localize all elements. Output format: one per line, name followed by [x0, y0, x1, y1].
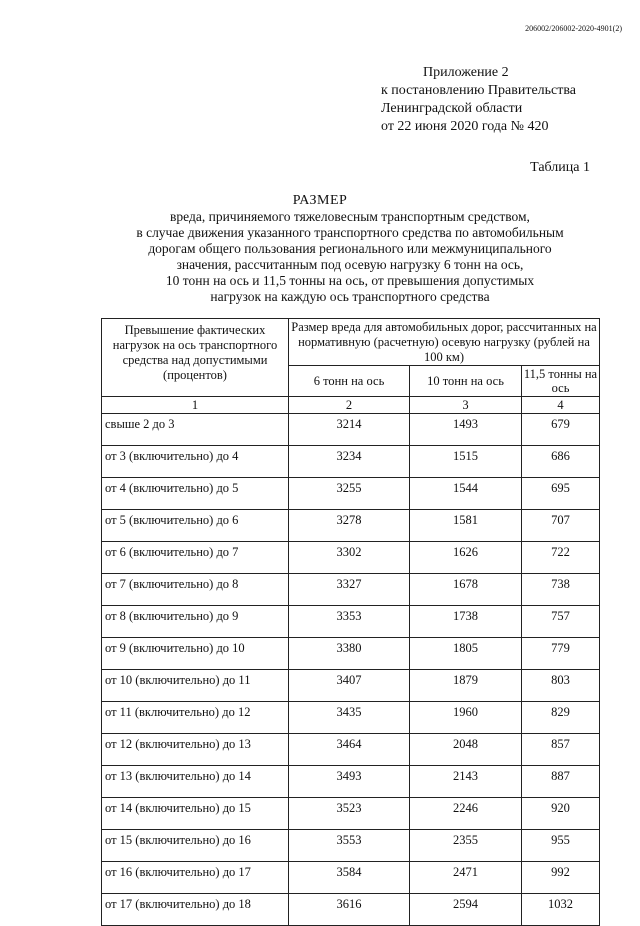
value-10t: 1626	[410, 542, 522, 574]
value-11-5t: 722	[522, 542, 600, 574]
table-row	[102, 542, 600, 574]
table-row	[102, 798, 600, 830]
value-6t: 3407	[289, 670, 410, 702]
subtitle-line: значения, рассчитанным под осевую нагрузку 6 тонн на ось,	[176, 257, 524, 272]
appendix-block	[381, 64, 576, 136]
value-11-5t: 992	[522, 862, 600, 894]
column-number: 4	[522, 397, 600, 414]
appendix-line: Ленинградской области	[381, 101, 523, 116]
row-label: свыше 2 до 3	[102, 414, 289, 446]
value-10t: 1805	[410, 638, 522, 670]
row-label: от 13 (включительно) до 14	[102, 766, 289, 798]
subtitle	[100, 209, 600, 305]
row-label: от 11 (включительно) до 12	[102, 702, 289, 734]
row-label: от 14 (включительно) до 15	[102, 798, 289, 830]
header-damage: Размер вреда для автомобильных дорог, рассчитанных на нормативную (расчетную) осевую нагрузку (рублей на 100 км)	[289, 319, 600, 366]
value-11-5t: 829	[522, 702, 600, 734]
header-6t: 6 тонн на ось	[289, 366, 410, 397]
table-row	[102, 734, 600, 766]
subtitle-line: нагрузок на каждую ось транспортного средства	[210, 289, 490, 304]
value-6t: 3380	[289, 638, 410, 670]
table-row	[102, 766, 600, 798]
value-10t: 2143	[410, 766, 522, 798]
value-11-5t: 679	[522, 414, 600, 446]
value-10t: 2355	[410, 830, 522, 862]
value-10t: 1515	[410, 446, 522, 478]
value-11-5t: 887	[522, 766, 600, 798]
value-6t: 3255	[289, 478, 410, 510]
row-label: от 17 (включительно) до 18	[102, 894, 289, 926]
value-11-5t: 738	[522, 574, 600, 606]
value-10t: 1738	[410, 606, 522, 638]
table-row	[102, 862, 600, 894]
value-10t: 2246	[410, 798, 522, 830]
damage-table	[101, 318, 600, 926]
subtitle-line: 10 тонн на ось и 11,5 тонны на ось, от превышения допустимых	[165, 273, 535, 288]
value-11-5t: 757	[522, 606, 600, 638]
header-overload: Превышение фактических нагрузок на ось транспортного средства над допустимыми (процентов)	[102, 319, 289, 397]
value-11-5t: 955	[522, 830, 600, 862]
table-row	[102, 638, 600, 670]
value-10t: 2594	[410, 894, 522, 926]
row-label: от 9 (включительно) до 10	[102, 638, 289, 670]
table-row	[102, 894, 600, 926]
value-6t: 3234	[289, 446, 410, 478]
row-label: от 10 (включительно) до 11	[102, 670, 289, 702]
value-10t: 1879	[410, 670, 522, 702]
subtitle-line: в случае движения указанного транспортного средства по автомобильным	[136, 225, 564, 240]
row-label: от 12 (включительно) до 13	[102, 734, 289, 766]
value-10t: 2048	[410, 734, 522, 766]
column-number: 2	[289, 397, 410, 414]
row-label: от 3 (включительно) до 4	[102, 446, 289, 478]
value-6t: 3464	[289, 734, 410, 766]
value-11-5t: 695	[522, 478, 600, 510]
value-6t: 3302	[289, 542, 410, 574]
table-row	[102, 670, 600, 702]
page-title: РАЗМЕР	[292, 193, 348, 208]
value-6t: 3553	[289, 830, 410, 862]
table-row	[102, 702, 600, 734]
table-row	[102, 606, 600, 638]
row-label: от 16 (включительно) до 17	[102, 862, 289, 894]
table-row	[102, 478, 600, 510]
value-11-5t: 686	[522, 446, 600, 478]
value-10t: 1493	[410, 414, 522, 446]
subtitle-line: вреда, причиняемого тяжеловесным транспортным средством,	[170, 209, 530, 224]
table-row	[102, 574, 600, 606]
value-6t: 3353	[289, 606, 410, 638]
value-11-5t: 857	[522, 734, 600, 766]
table-number: Таблица 1	[530, 160, 590, 175]
value-6t: 3327	[289, 574, 410, 606]
header-10t: 10 тонн на ось	[410, 366, 522, 397]
value-11-5t: 920	[522, 798, 600, 830]
value-10t: 1544	[410, 478, 522, 510]
table-row	[102, 414, 600, 446]
value-11-5t: 803	[522, 670, 600, 702]
row-label: от 7 (включительно) до 8	[102, 574, 289, 606]
row-label: от 8 (включительно) до 9	[102, 606, 289, 638]
table-row	[102, 510, 600, 542]
row-label: от 6 (включительно) до 7	[102, 542, 289, 574]
value-6t: 3616	[289, 894, 410, 926]
appendix-line: от 22 июня 2020 года № 420	[381, 119, 549, 134]
value-6t: 3584	[289, 862, 410, 894]
value-6t: 3435	[289, 702, 410, 734]
value-11-5t: 1032	[522, 894, 600, 926]
document-id: 206002/206002-2020-4901(2)	[525, 24, 622, 33]
value-10t: 2471	[410, 862, 522, 894]
row-label: от 4 (включительно) до 5	[102, 478, 289, 510]
row-label: от 5 (включительно) до 6	[102, 510, 289, 542]
row-label: от 15 (включительно) до 16	[102, 830, 289, 862]
value-10t: 1960	[410, 702, 522, 734]
table-row	[102, 830, 600, 862]
column-number: 3	[410, 397, 522, 414]
value-6t: 3214	[289, 414, 410, 446]
value-11-5t: 779	[522, 638, 600, 670]
value-10t: 1581	[410, 510, 522, 542]
table-row	[102, 446, 600, 478]
appendix-line: к постановлению Правительства	[381, 83, 577, 98]
value-11-5t: 707	[522, 510, 600, 542]
value-6t: 3278	[289, 510, 410, 542]
value-6t: 3493	[289, 766, 410, 798]
value-6t: 3523	[289, 798, 410, 830]
column-number: 1	[102, 397, 289, 414]
header-11-5t: 11,5 тонны на ось	[522, 366, 600, 397]
subtitle-line: дорогам общего пользования регионального или межмуниципального	[148, 241, 552, 256]
value-10t: 1678	[410, 574, 522, 606]
appendix-line: Приложение 2	[423, 65, 509, 80]
